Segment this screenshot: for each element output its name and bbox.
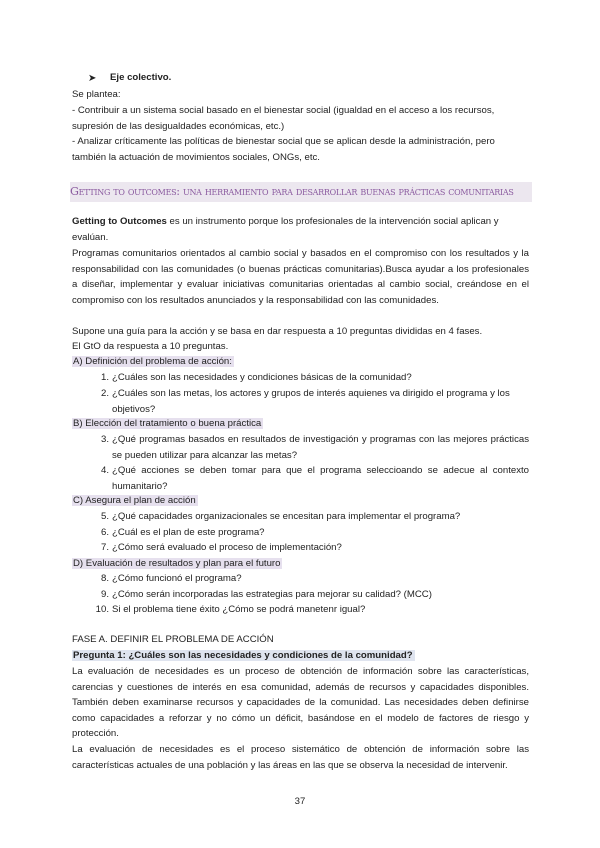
arrow-bullet-icon: ➤ [88,73,97,84]
question-10: 10. Si el problema tiene éxito ¿Cómo se podrá manetenr igual? [95,604,366,615]
supone-line: Supone una guía para la acción y se basa en dar respuesta a 10 preguntas divididas en 4 fases. [72,326,483,337]
fase-a-heading: FASE A. DEFINIR EL PROBLEMA DE ACCIÓN [72,634,274,645]
question-4: 4. ¿Qué acciones se deben tomar para que el programa seleccioando se adecue al contexto humanitario? [100,465,529,492]
fase-a-paragraph-1: La evaluación de necesidades es un proceso de obtención de información sobre las características, carencias y cuestiones de interés en esa comunidad, además de recursos y capacidades disponibles. También deben examinarse recursos y capacidades de la comunidad. Las necesidades deben definirse como capacidades a reforzar y no cómo un déficit, basándose en el modelo de factores de riesgo y protección. [72,666,529,740]
question-8: 8. ¿Cómo funcionó el programa? [100,573,242,584]
se-plantea-label: Se plantea: [72,89,121,100]
phase-b-label: B) Elección del tratamiento o buena práctica [73,418,262,429]
intro-point-2: - Analizar críticamente las políticas de bienestar social que se aplican desde la administración, pero también la actuación de movimientos sociales, ONGs, etc. [72,136,495,163]
question-6: 6. ¿Cuál es el plan de este programa? [100,527,265,538]
phase-a-label: A) Definición del problema de acción: [73,356,232,367]
fase-a-paragraph-2: La evaluación de necesidades es el proceso sistemático de obtención de información sobre las características actuales de una población y las áreas en las que se observa la necesidad de intervenir. [72,744,529,771]
definition-term: Getting to Outcomes [72,216,167,227]
question-3: 3. ¿Qué programas basados en resultados de investigación y programas con las mejores prácticas se pueden utilizar para alcanzar las metas? [100,434,529,461]
eje-colectivo-heading: Eje colectivo. [110,72,172,83]
pregunta-1-heading: Pregunta 1: ¿Cuáles son las necesidades y condiciones de la comunidad? [73,650,413,661]
question-7: 7. ¿Cómo será evaluado el proceso de implementación? [100,542,342,553]
definition-paragraph [72,214,529,245]
programas-paragraph: Programas comunitarios orientados al cambio social y basados en el compromiso con los resultados y la responsabilidad con las comunidades (o buenas prácticas comunitarias).Busca ayudar a los profesionales a diseñar, implementar y evaluar iniciativas comunitarias orientadas al cambio social, creándose en el compromiso con los resultados anunciados y la responsabilidad con las comunidades. [72,248,529,306]
question-9: 9. ¿Cómo serán incorporadas las estrategias para mejorar su calidad? (MCC) [100,589,432,600]
question-1: 1. ¿Cuáles son las necesidades y condiciones básicas de la comunidad? [100,372,412,383]
question-5: 5. ¿Qué capacidades organizacionales se encesitan para implementar el programa? [100,511,461,522]
question-2: 2. ¿Cuáles son las metas, los actores y grupos de interés aquienes va dirigido el programa y los objetivos? [100,388,510,415]
definition-rest: es un instrumento porque los profesionales de la intervención social aplican y evalúan. [72,216,499,243]
intro-point-1: - Contribuir a un sistema social basado en el bienestar social (igualdad en el acceso a los recursos, supresión de las desigualdades económicas, etc.) [72,105,495,132]
page-number: 37 [294,796,306,807]
phase-d-label: D) Evaluación de resultados y plan para el futuro [73,558,281,569]
gto-line: El GtO da respuesta a 10 preguntas. [72,341,229,352]
section-title: Getting to outcomes: una herramiento para desarrollar buenas prácticas comunitarias [70,182,532,202]
phase-c-label: C) Asegura el plan de acción [73,495,196,506]
